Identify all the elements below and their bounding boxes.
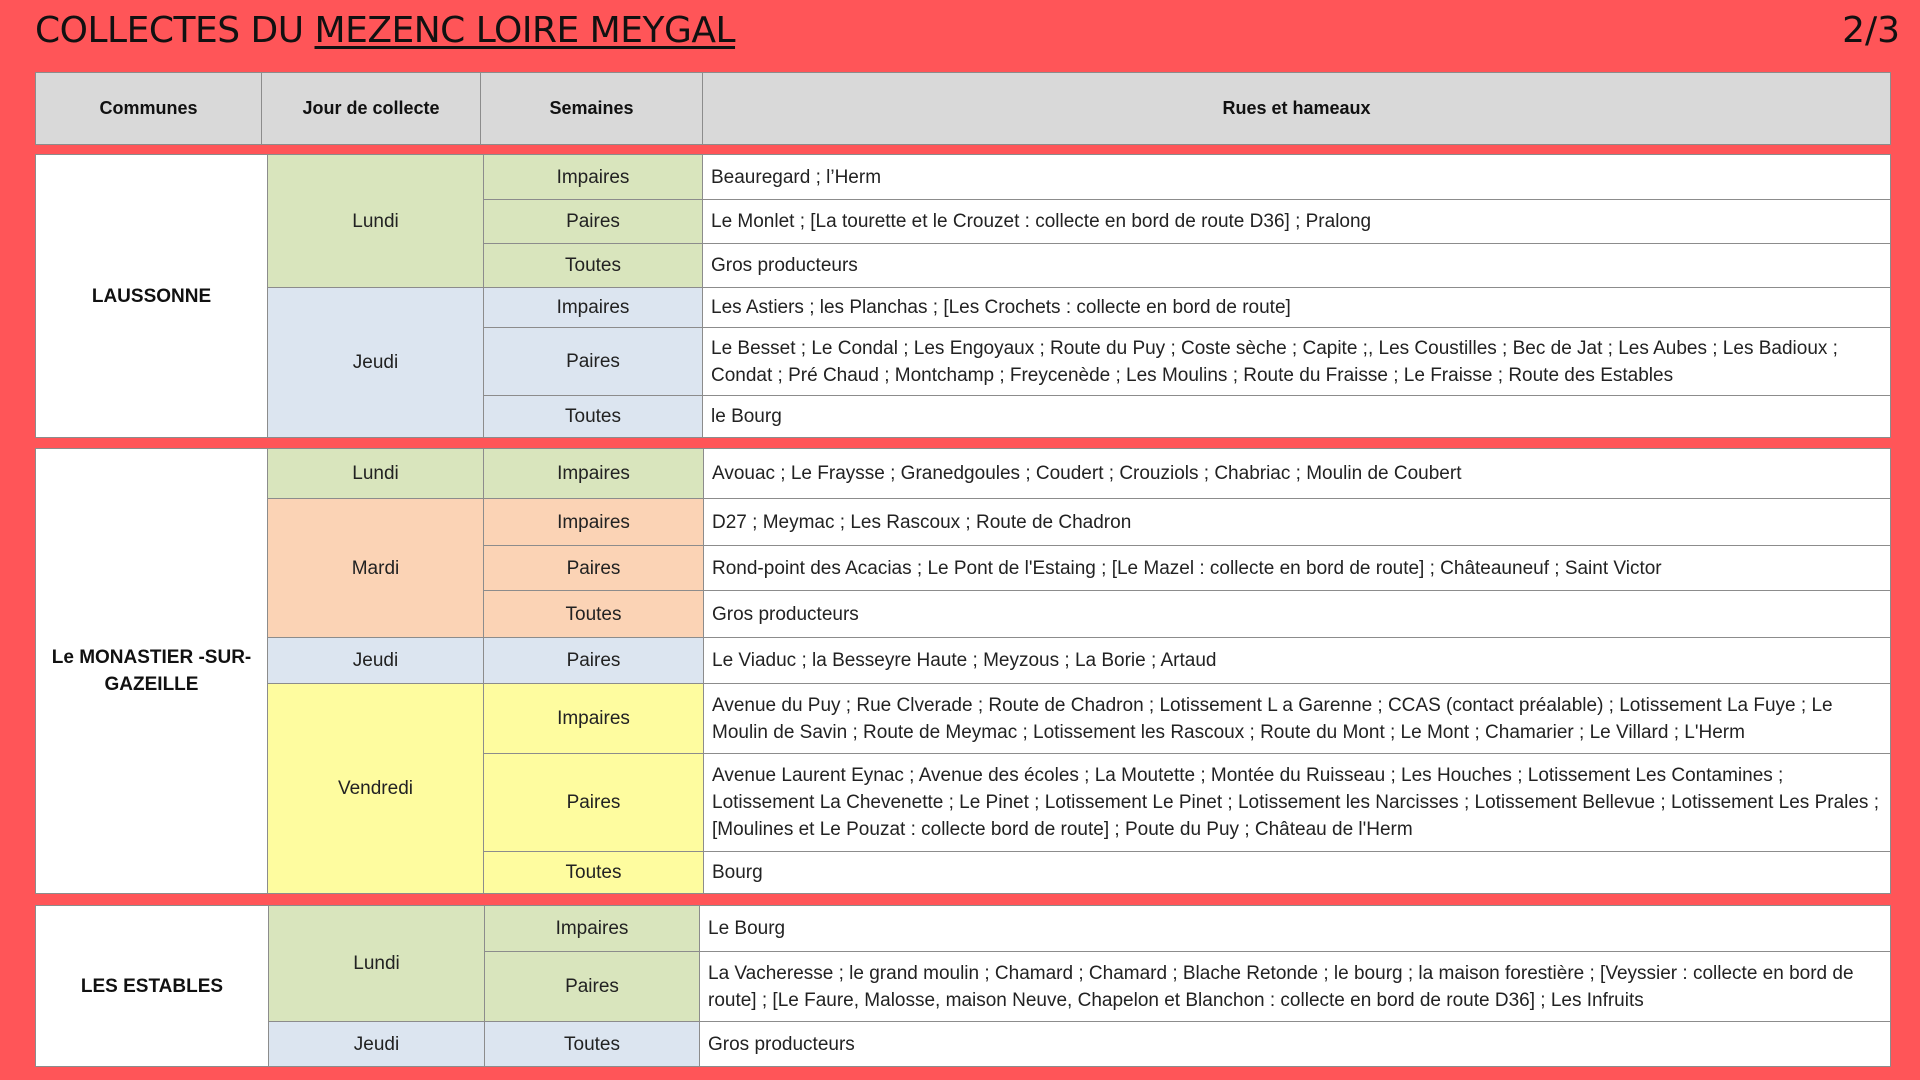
commune-cell: Le MONASTIER -SUR-GAZEILLE — [36, 449, 268, 894]
streets-cell: Les Astiers ; les Planchas ; [Les Crochets : collecte en bord de route] — [703, 288, 1891, 328]
week-cell: Toutes — [484, 244, 703, 288]
table-row — [36, 1022, 1891, 1067]
streets-cell: Gros producteurs — [700, 1022, 1891, 1067]
streets-cell: le Bourg — [703, 396, 1891, 438]
streets-cell: D27 ; Meymac ; Les Rascoux ; Route de Chadron — [704, 499, 1891, 546]
block-monastier — [35, 448, 1891, 894]
commune-cell: LAUSSONNE — [36, 155, 268, 438]
streets-cell: Avenue du Puy ; Rue Clverade ; Route de Chadron ; Lotissement L a Garenne ; CCAS (contact préalable) ; Lotissement La Fuye ; Le Moulin de Savin ; Route de Meymac ; Lotissement les Rascoux ; Route du Mont ; Le Mont ; Chamarier ; Le Villard ; L'Herm — [704, 684, 1891, 754]
week-cell: Toutes — [485, 1022, 700, 1067]
week-cell: Toutes — [484, 591, 704, 638]
table-row — [36, 449, 1891, 499]
week-cell: Impaires — [485, 906, 700, 952]
header-communes: Communes — [36, 73, 262, 145]
day-cell: Vendredi — [268, 684, 484, 894]
page-indicator: 2/3 — [1842, 10, 1900, 51]
week-cell: Impaires — [484, 684, 704, 754]
table-row — [36, 288, 1891, 328]
day-cell: Jeudi — [268, 638, 484, 684]
week-cell: Paires — [484, 754, 704, 852]
streets-cell: Gros producteurs — [703, 244, 1891, 288]
table-row — [36, 684, 1891, 754]
streets-cell: Avouac ; Le Fraysse ; Granedgoules ; Coudert ; Crouziols ; Chabriac ; Moulin de Coubert — [704, 449, 1891, 499]
page-title — [35, 8, 735, 54]
day-cell: Lundi — [268, 449, 484, 499]
header-semaines: Semaines — [481, 73, 703, 145]
streets-cell: Le Viaduc ; la Besseyre Haute ; Meyzous ; La Borie ; Artaud — [704, 638, 1891, 684]
title-territory: MEZENC LOIRE MEYGAL — [314, 10, 736, 51]
streets-cell: Avenue Laurent Eynac ; Avenue des écoles ; La Moutette ; Montée du Ruisseau ; Les Houches ; Lotissement Les Contamines ; Lotissement La Chevenette ; Le Pinet ; Lotissement Le Pinet ; Lotissement les Narcisses ; Lotissement Bellevue ; Lotissement Les Prales ; [Moulines et Le Pouzat : collecte bord de route] ; Poute du Puy ; Château de l'Herm — [704, 754, 1891, 852]
week-cell: Paires — [485, 952, 700, 1022]
day-cell: Lundi — [268, 155, 484, 288]
week-cell: Toutes — [484, 852, 704, 894]
day-cell: Mardi — [268, 499, 484, 638]
week-cell: Impaires — [484, 449, 704, 499]
week-cell: Impaires — [484, 499, 704, 546]
week-cell: Toutes — [484, 396, 703, 438]
week-cell: Impaires — [484, 155, 703, 200]
commune-cell: LES ESTABLES — [36, 906, 269, 1067]
streets-cell: Gros producteurs — [704, 591, 1891, 638]
table-row — [36, 499, 1891, 546]
header-table — [35, 72, 1891, 145]
table-row — [36, 155, 1891, 200]
streets-cell: La Vacheresse ; le grand moulin ; Chamard ; Chamard ; Blache Retonde ; le bourg ; la maison forestière ; [Veyssier : collecte en bord de route] ; [Le Faure, Malosse, maison Neuve, Chapelon et Blanchon : collecte en bord de route D36] ; Les Infruits — [700, 952, 1891, 1022]
week-cell: Paires — [484, 328, 703, 396]
table-row — [36, 638, 1891, 684]
table-row — [36, 906, 1891, 952]
title-prefix: COLLECTES DU — [35, 10, 315, 51]
streets-cell: Le Besset ; Le Condal ; Les Engoyaux ; Route du Puy ; Coste sèche ; Capite ;, Les Coustilles ; Bec de Jat ; Les Aubes ; Les Badioux ; Condat ; Pré Chaud ; Montchamp ; Freycenède ; Les Moulins ; Route du Fraisse ; Le Fraisse ; Route des Estables — [703, 328, 1891, 396]
block-estables — [35, 905, 1891, 1067]
streets-cell: Le Bourg — [700, 906, 1891, 952]
week-cell: Paires — [484, 546, 704, 591]
block-laussonne — [35, 154, 1891, 438]
header-jour: Jour de collecte — [262, 73, 481, 145]
week-cell: Paires — [484, 200, 703, 244]
day-cell: Jeudi — [269, 1022, 485, 1067]
week-cell: Paires — [484, 638, 704, 684]
streets-cell: Rond-point des Acacias ; Le Pont de l'Estaing ; [Le Mazel : collecte en bord de route] ; Châteauneuf ; Saint Victor — [704, 546, 1891, 591]
day-cell: Jeudi — [268, 288, 484, 438]
streets-cell: Le Monlet ; [La tourette et le Crouzet : collecte en bord de route D36] ; Pralong — [703, 200, 1891, 244]
day-cell: Lundi — [269, 906, 485, 1022]
week-cell: Impaires — [484, 288, 703, 328]
streets-cell: Bourg — [704, 852, 1891, 894]
header-rues: Rues et hameaux — [703, 73, 1891, 145]
streets-cell: Beauregard ; l’Herm — [703, 155, 1891, 200]
